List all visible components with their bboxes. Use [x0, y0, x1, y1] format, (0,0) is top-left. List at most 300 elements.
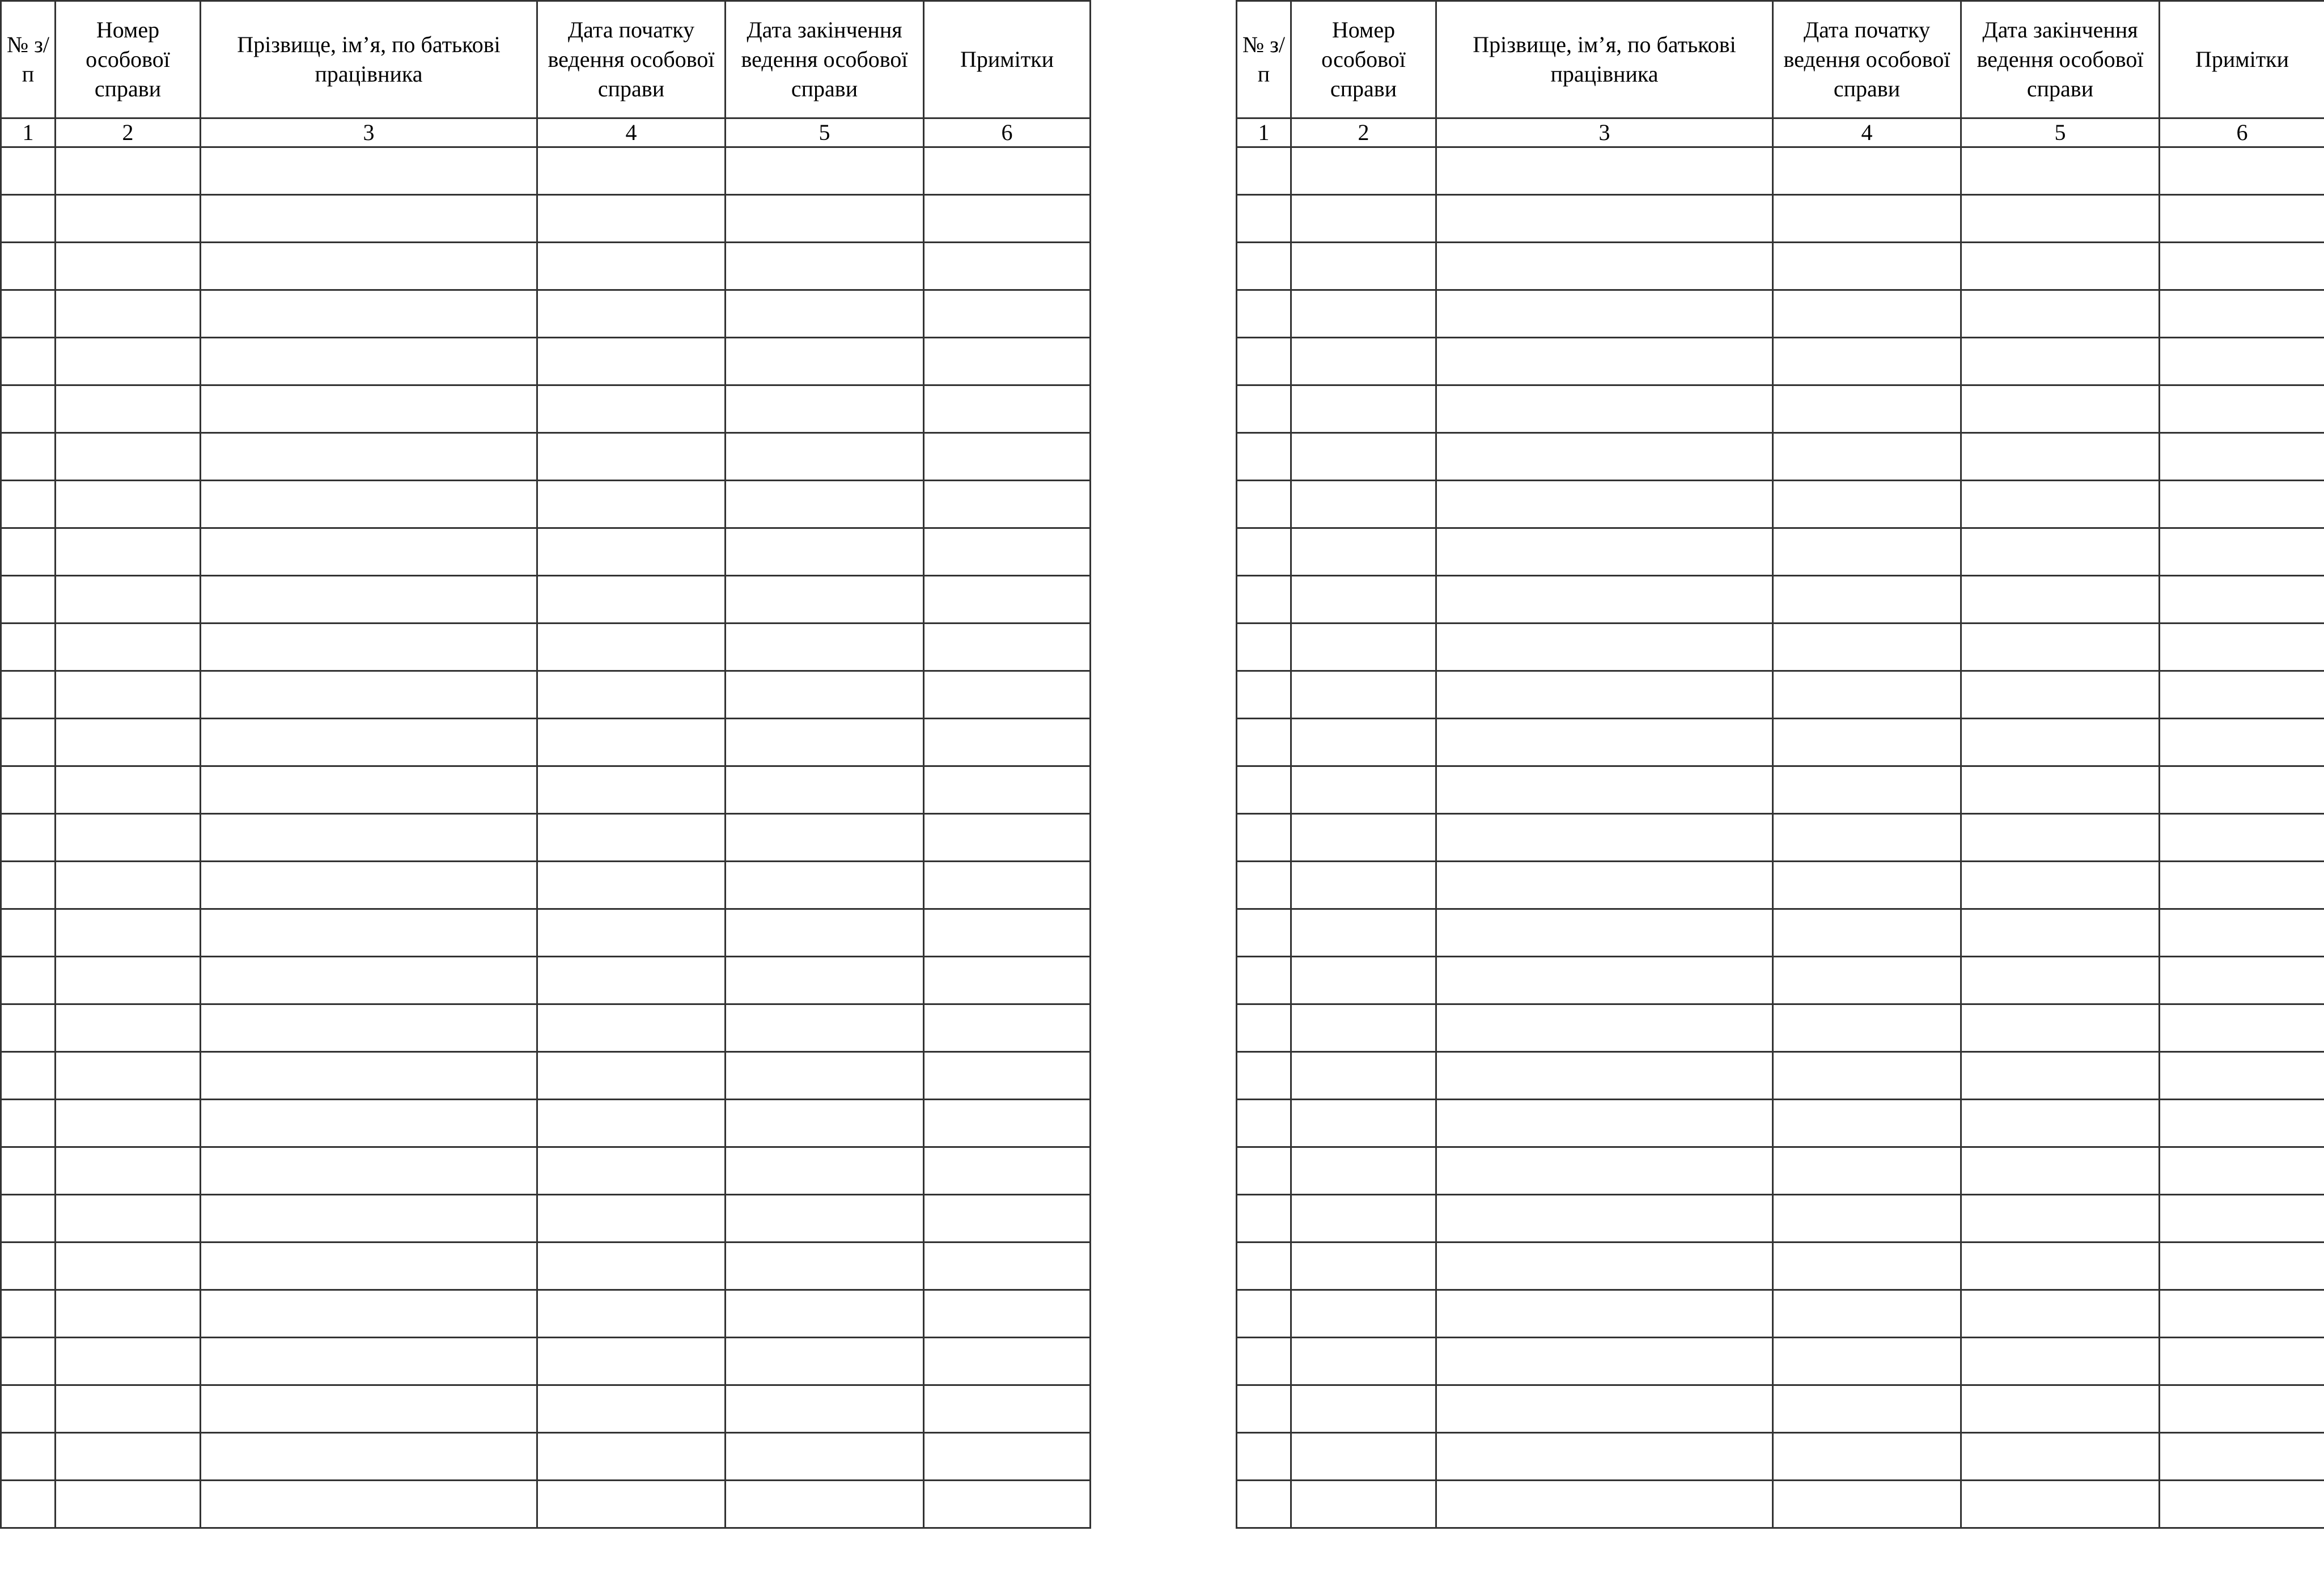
cell-start-date[interactable] [537, 671, 726, 719]
cell-start-date[interactable] [1773, 1195, 1961, 1243]
cell-end-date[interactable] [726, 481, 924, 528]
cell-employee-name[interactable] [1436, 1243, 1773, 1290]
cell-number[interactable] [1, 766, 56, 814]
cell-file-number[interactable] [56, 481, 201, 528]
cell-file-number[interactable] [1291, 1243, 1436, 1290]
cell-employee-name[interactable] [1436, 1004, 1773, 1052]
cell-employee-name[interactable] [201, 862, 537, 909]
cell-start-date[interactable] [1773, 671, 1961, 719]
cell-end-date[interactable] [726, 862, 924, 909]
cell-employee-name[interactable] [201, 290, 537, 338]
cell-file-number[interactable] [56, 624, 201, 671]
cell-notes[interactable] [924, 385, 1091, 433]
cell-employee-name[interactable] [1436, 1100, 1773, 1147]
cell-file-number[interactable] [1291, 862, 1436, 909]
cell-notes[interactable] [2160, 290, 2324, 338]
cell-start-date[interactable] [537, 624, 726, 671]
cell-number[interactable] [1237, 1338, 1291, 1385]
cell-employee-name[interactable] [201, 1290, 537, 1338]
cell-number[interactable] [1, 1290, 56, 1338]
cell-start-date[interactable] [537, 1243, 726, 1290]
cell-employee-name[interactable] [1436, 481, 1773, 528]
cell-file-number[interactable] [56, 1052, 201, 1100]
cell-end-date[interactable] [726, 1290, 924, 1338]
cell-employee-name[interactable] [1436, 576, 1773, 624]
cell-file-number[interactable] [1291, 243, 1436, 290]
cell-employee-name[interactable] [201, 1243, 537, 1290]
cell-start-date[interactable] [1773, 719, 1961, 766]
cell-end-date[interactable] [726, 1147, 924, 1195]
cell-notes[interactable] [924, 957, 1091, 1004]
cell-file-number[interactable] [1291, 766, 1436, 814]
cell-start-date[interactable] [537, 1338, 726, 1385]
cell-start-date[interactable] [1773, 957, 1961, 1004]
cell-notes[interactable] [2160, 1338, 2324, 1385]
cell-notes[interactable] [2160, 719, 2324, 766]
cell-start-date[interactable] [537, 576, 726, 624]
cell-start-date[interactable] [1773, 1100, 1961, 1147]
cell-notes[interactable] [2160, 1100, 2324, 1147]
cell-end-date[interactable] [1961, 290, 2160, 338]
cell-notes[interactable] [924, 1147, 1091, 1195]
cell-notes[interactable] [2160, 1052, 2324, 1100]
cell-file-number[interactable] [1291, 195, 1436, 243]
cell-file-number[interactable] [56, 1100, 201, 1147]
cell-end-date[interactable] [1961, 624, 2160, 671]
cell-end-date[interactable] [726, 1385, 924, 1433]
cell-employee-name[interactable] [201, 385, 537, 433]
cell-number[interactable] [1237, 1052, 1291, 1100]
cell-employee-name[interactable] [1436, 862, 1773, 909]
cell-end-date[interactable] [726, 1338, 924, 1385]
cell-file-number[interactable] [56, 243, 201, 290]
cell-employee-name[interactable] [1436, 1195, 1773, 1243]
cell-employee-name[interactable] [1436, 338, 1773, 385]
cell-number[interactable] [1, 1433, 56, 1481]
cell-employee-name[interactable] [1436, 1338, 1773, 1385]
cell-end-date[interactable] [1961, 1147, 2160, 1195]
cell-notes[interactable] [2160, 338, 2324, 385]
cell-employee-name[interactable] [201, 1147, 537, 1195]
cell-notes[interactable] [924, 290, 1091, 338]
cell-start-date[interactable] [537, 719, 726, 766]
cell-start-date[interactable] [537, 147, 726, 195]
cell-start-date[interactable] [1773, 1385, 1961, 1433]
cell-end-date[interactable] [1961, 814, 2160, 862]
cell-number[interactable] [1237, 243, 1291, 290]
cell-notes[interactable] [924, 1243, 1091, 1290]
cell-start-date[interactable] [1773, 624, 1961, 671]
cell-end-date[interactable] [726, 814, 924, 862]
cell-notes[interactable] [2160, 528, 2324, 576]
cell-number[interactable] [1, 290, 56, 338]
cell-notes[interactable] [924, 909, 1091, 957]
cell-number[interactable] [1237, 909, 1291, 957]
cell-number[interactable] [1237, 862, 1291, 909]
cell-end-date[interactable] [1961, 1338, 2160, 1385]
cell-start-date[interactable] [537, 957, 726, 1004]
cell-file-number[interactable] [56, 147, 201, 195]
cell-start-date[interactable] [1773, 814, 1961, 862]
cell-file-number[interactable] [1291, 719, 1436, 766]
cell-number[interactable] [1237, 1481, 1291, 1528]
cell-file-number[interactable] [1291, 671, 1436, 719]
cell-file-number[interactable] [1291, 1004, 1436, 1052]
cell-start-date[interactable] [1773, 766, 1961, 814]
cell-number[interactable] [1237, 766, 1291, 814]
cell-start-date[interactable] [537, 862, 726, 909]
cell-notes[interactable] [2160, 957, 2324, 1004]
cell-file-number[interactable] [56, 433, 201, 481]
cell-start-date[interactable] [537, 766, 726, 814]
cell-number[interactable] [1237, 481, 1291, 528]
cell-end-date[interactable] [1961, 1385, 2160, 1433]
cell-notes[interactable] [924, 1385, 1091, 1433]
cell-end-date[interactable] [1961, 719, 2160, 766]
cell-number[interactable] [1237, 719, 1291, 766]
cell-end-date[interactable] [726, 195, 924, 243]
cell-start-date[interactable] [1773, 195, 1961, 243]
cell-notes[interactable] [924, 1338, 1091, 1385]
cell-start-date[interactable] [1773, 481, 1961, 528]
cell-notes[interactable] [924, 1481, 1091, 1528]
cell-notes[interactable] [2160, 624, 2324, 671]
cell-file-number[interactable] [1291, 433, 1436, 481]
cell-file-number[interactable] [1291, 1338, 1436, 1385]
cell-number[interactable] [1, 1385, 56, 1433]
cell-end-date[interactable] [1961, 195, 2160, 243]
cell-employee-name[interactable] [1436, 624, 1773, 671]
cell-number[interactable] [1237, 528, 1291, 576]
cell-employee-name[interactable] [201, 243, 537, 290]
cell-start-date[interactable] [1773, 1481, 1961, 1528]
cell-employee-name[interactable] [201, 147, 537, 195]
cell-end-date[interactable] [1961, 1052, 2160, 1100]
cell-number[interactable] [1, 195, 56, 243]
cell-number[interactable] [1237, 671, 1291, 719]
cell-number[interactable] [1, 433, 56, 481]
cell-end-date[interactable] [726, 385, 924, 433]
cell-employee-name[interactable] [201, 433, 537, 481]
cell-notes[interactable] [924, 814, 1091, 862]
cell-start-date[interactable] [537, 1052, 726, 1100]
cell-start-date[interactable] [537, 385, 726, 433]
cell-notes[interactable] [2160, 1290, 2324, 1338]
cell-number[interactable] [1, 1243, 56, 1290]
cell-notes[interactable] [2160, 1385, 2324, 1433]
cell-end-date[interactable] [726, 909, 924, 957]
cell-number[interactable] [1, 719, 56, 766]
cell-employee-name[interactable] [201, 528, 537, 576]
cell-number[interactable] [1, 1147, 56, 1195]
cell-start-date[interactable] [1773, 1004, 1961, 1052]
cell-notes[interactable] [2160, 1147, 2324, 1195]
cell-end-date[interactable] [1961, 433, 2160, 481]
cell-employee-name[interactable] [201, 1052, 537, 1100]
cell-end-date[interactable] [726, 1195, 924, 1243]
cell-notes[interactable] [924, 862, 1091, 909]
cell-notes[interactable] [2160, 862, 2324, 909]
cell-start-date[interactable] [537, 1290, 726, 1338]
cell-file-number[interactable] [1291, 385, 1436, 433]
cell-end-date[interactable] [726, 1481, 924, 1528]
cell-end-date[interactable] [1961, 766, 2160, 814]
cell-start-date[interactable] [1773, 290, 1961, 338]
cell-file-number[interactable] [56, 1433, 201, 1481]
cell-file-number[interactable] [56, 338, 201, 385]
cell-end-date[interactable] [726, 957, 924, 1004]
cell-employee-name[interactable] [201, 719, 537, 766]
cell-employee-name[interactable] [1436, 1385, 1773, 1433]
cell-notes[interactable] [924, 1052, 1091, 1100]
cell-file-number[interactable] [56, 719, 201, 766]
cell-number[interactable] [1, 385, 56, 433]
cell-end-date[interactable] [726, 1052, 924, 1100]
cell-notes[interactable] [924, 147, 1091, 195]
cell-notes[interactable] [924, 1004, 1091, 1052]
cell-file-number[interactable] [56, 1290, 201, 1338]
cell-notes[interactable] [924, 528, 1091, 576]
cell-start-date[interactable] [537, 1147, 726, 1195]
cell-employee-name[interactable] [201, 957, 537, 1004]
cell-file-number[interactable] [1291, 1100, 1436, 1147]
cell-notes[interactable] [924, 433, 1091, 481]
cell-employee-name[interactable] [1436, 433, 1773, 481]
cell-start-date[interactable] [1773, 1147, 1961, 1195]
cell-employee-name[interactable] [1436, 1481, 1773, 1528]
cell-start-date[interactable] [1773, 528, 1961, 576]
cell-employee-name[interactable] [201, 338, 537, 385]
cell-employee-name[interactable] [201, 1338, 537, 1385]
cell-number[interactable] [1237, 576, 1291, 624]
cell-number[interactable] [1, 338, 56, 385]
cell-notes[interactable] [2160, 1004, 2324, 1052]
cell-number[interactable] [1, 862, 56, 909]
cell-employee-name[interactable] [201, 1004, 537, 1052]
cell-file-number[interactable] [56, 1385, 201, 1433]
cell-end-date[interactable] [1961, 385, 2160, 433]
cell-end-date[interactable] [1961, 481, 2160, 528]
cell-file-number[interactable] [1291, 1481, 1436, 1528]
cell-file-number[interactable] [56, 576, 201, 624]
cell-notes[interactable] [2160, 1433, 2324, 1481]
cell-start-date[interactable] [537, 290, 726, 338]
cell-employee-name[interactable] [1436, 1290, 1773, 1338]
cell-employee-name[interactable] [201, 909, 537, 957]
cell-employee-name[interactable] [1436, 766, 1773, 814]
cell-start-date[interactable] [537, 1433, 726, 1481]
cell-end-date[interactable] [726, 338, 924, 385]
cell-employee-name[interactable] [201, 576, 537, 624]
cell-end-date[interactable] [726, 766, 924, 814]
cell-end-date[interactable] [1961, 243, 2160, 290]
cell-file-number[interactable] [56, 1481, 201, 1528]
cell-start-date[interactable] [537, 195, 726, 243]
cell-notes[interactable] [2160, 147, 2324, 195]
cell-number[interactable] [1, 1004, 56, 1052]
cell-file-number[interactable] [1291, 338, 1436, 385]
cell-end-date[interactable] [1961, 862, 2160, 909]
cell-employee-name[interactable] [201, 624, 537, 671]
cell-start-date[interactable] [537, 814, 726, 862]
cell-start-date[interactable] [1773, 1290, 1961, 1338]
cell-file-number[interactable] [56, 1004, 201, 1052]
cell-end-date[interactable] [726, 1243, 924, 1290]
cell-end-date[interactable] [1961, 1433, 2160, 1481]
cell-notes[interactable] [2160, 1195, 2324, 1243]
cell-notes[interactable] [924, 1195, 1091, 1243]
cell-number[interactable] [1237, 814, 1291, 862]
cell-employee-name[interactable] [1436, 909, 1773, 957]
cell-notes[interactable] [2160, 195, 2324, 243]
cell-number[interactable] [1, 1052, 56, 1100]
cell-start-date[interactable] [1773, 576, 1961, 624]
cell-number[interactable] [1, 909, 56, 957]
cell-end-date[interactable] [1961, 909, 2160, 957]
cell-end-date[interactable] [726, 671, 924, 719]
cell-end-date[interactable] [1961, 1243, 2160, 1290]
cell-number[interactable] [1237, 1385, 1291, 1433]
cell-file-number[interactable] [1291, 1385, 1436, 1433]
cell-start-date[interactable] [1773, 243, 1961, 290]
cell-notes[interactable] [924, 624, 1091, 671]
cell-number[interactable] [1237, 195, 1291, 243]
cell-employee-name[interactable] [1436, 243, 1773, 290]
cell-file-number[interactable] [56, 290, 201, 338]
cell-file-number[interactable] [1291, 1195, 1436, 1243]
cell-start-date[interactable] [537, 1100, 726, 1147]
cell-employee-name[interactable] [1436, 528, 1773, 576]
cell-file-number[interactable] [56, 195, 201, 243]
cell-employee-name[interactable] [1436, 814, 1773, 862]
cell-file-number[interactable] [56, 1195, 201, 1243]
cell-start-date[interactable] [537, 1481, 726, 1528]
cell-employee-name[interactable] [201, 1433, 537, 1481]
cell-number[interactable] [1, 624, 56, 671]
cell-start-date[interactable] [537, 1195, 726, 1243]
cell-end-date[interactable] [1961, 1004, 2160, 1052]
cell-employee-name[interactable] [201, 1100, 537, 1147]
cell-number[interactable] [1237, 1004, 1291, 1052]
cell-start-date[interactable] [1773, 338, 1961, 385]
cell-end-date[interactable] [1961, 1195, 2160, 1243]
cell-file-number[interactable] [56, 957, 201, 1004]
cell-employee-name[interactable] [1436, 195, 1773, 243]
cell-start-date[interactable] [537, 1004, 726, 1052]
cell-number[interactable] [1, 528, 56, 576]
cell-number[interactable] [1, 1338, 56, 1385]
cell-end-date[interactable] [726, 1433, 924, 1481]
cell-number[interactable] [1237, 957, 1291, 1004]
cell-notes[interactable] [2160, 814, 2324, 862]
cell-file-number[interactable] [1291, 1147, 1436, 1195]
cell-number[interactable] [1, 1481, 56, 1528]
cell-number[interactable] [1, 957, 56, 1004]
cell-start-date[interactable] [1773, 1433, 1961, 1481]
cell-start-date[interactable] [1773, 1243, 1961, 1290]
cell-notes[interactable] [924, 719, 1091, 766]
cell-file-number[interactable] [1291, 1052, 1436, 1100]
cell-notes[interactable] [2160, 766, 2324, 814]
cell-end-date[interactable] [1961, 1481, 2160, 1528]
cell-employee-name[interactable] [1436, 957, 1773, 1004]
cell-start-date[interactable] [1773, 385, 1961, 433]
cell-end-date[interactable] [1961, 338, 2160, 385]
cell-number[interactable] [1237, 1243, 1291, 1290]
cell-file-number[interactable] [56, 862, 201, 909]
cell-end-date[interactable] [1961, 957, 2160, 1004]
cell-notes[interactable] [924, 576, 1091, 624]
cell-start-date[interactable] [537, 243, 726, 290]
cell-start-date[interactable] [1773, 862, 1961, 909]
cell-employee-name[interactable] [1436, 719, 1773, 766]
cell-end-date[interactable] [726, 147, 924, 195]
cell-number[interactable] [1, 481, 56, 528]
cell-start-date[interactable] [537, 528, 726, 576]
cell-end-date[interactable] [726, 624, 924, 671]
cell-end-date[interactable] [1961, 147, 2160, 195]
cell-notes[interactable] [2160, 909, 2324, 957]
cell-notes[interactable] [924, 671, 1091, 719]
cell-start-date[interactable] [537, 481, 726, 528]
cell-notes[interactable] [924, 766, 1091, 814]
cell-number[interactable] [1, 147, 56, 195]
cell-file-number[interactable] [1291, 147, 1436, 195]
cell-file-number[interactable] [1291, 624, 1436, 671]
cell-end-date[interactable] [1961, 528, 2160, 576]
cell-employee-name[interactable] [1436, 147, 1773, 195]
cell-number[interactable] [1237, 1195, 1291, 1243]
cell-notes[interactable] [2160, 1481, 2324, 1528]
cell-file-number[interactable] [1291, 576, 1436, 624]
cell-notes[interactable] [924, 1290, 1091, 1338]
cell-number[interactable] [1237, 1100, 1291, 1147]
cell-end-date[interactable] [726, 433, 924, 481]
cell-number[interactable] [1237, 624, 1291, 671]
cell-number[interactable] [1237, 1147, 1291, 1195]
cell-notes[interactable] [924, 481, 1091, 528]
cell-notes[interactable] [924, 338, 1091, 385]
cell-employee-name[interactable] [201, 671, 537, 719]
cell-number[interactable] [1237, 385, 1291, 433]
cell-file-number[interactable] [1291, 1290, 1436, 1338]
cell-file-number[interactable] [56, 766, 201, 814]
cell-start-date[interactable] [1773, 147, 1961, 195]
cell-number[interactable] [1237, 290, 1291, 338]
cell-start-date[interactable] [1773, 909, 1961, 957]
cell-file-number[interactable] [56, 385, 201, 433]
cell-number[interactable] [1, 243, 56, 290]
cell-end-date[interactable] [1961, 1290, 2160, 1338]
cell-notes[interactable] [2160, 433, 2324, 481]
cell-employee-name[interactable] [201, 481, 537, 528]
cell-start-date[interactable] [537, 338, 726, 385]
cell-notes[interactable] [2160, 671, 2324, 719]
cell-number[interactable] [1, 576, 56, 624]
cell-end-date[interactable] [1961, 1100, 2160, 1147]
cell-employee-name[interactable] [1436, 290, 1773, 338]
cell-end-date[interactable] [726, 1100, 924, 1147]
cell-number[interactable] [1237, 433, 1291, 481]
cell-file-number[interactable] [56, 814, 201, 862]
cell-file-number[interactable] [1291, 290, 1436, 338]
cell-end-date[interactable] [1961, 576, 2160, 624]
cell-employee-name[interactable] [201, 1385, 537, 1433]
cell-start-date[interactable] [537, 433, 726, 481]
cell-end-date[interactable] [726, 243, 924, 290]
cell-file-number[interactable] [1291, 1433, 1436, 1481]
cell-notes[interactable] [924, 1433, 1091, 1481]
